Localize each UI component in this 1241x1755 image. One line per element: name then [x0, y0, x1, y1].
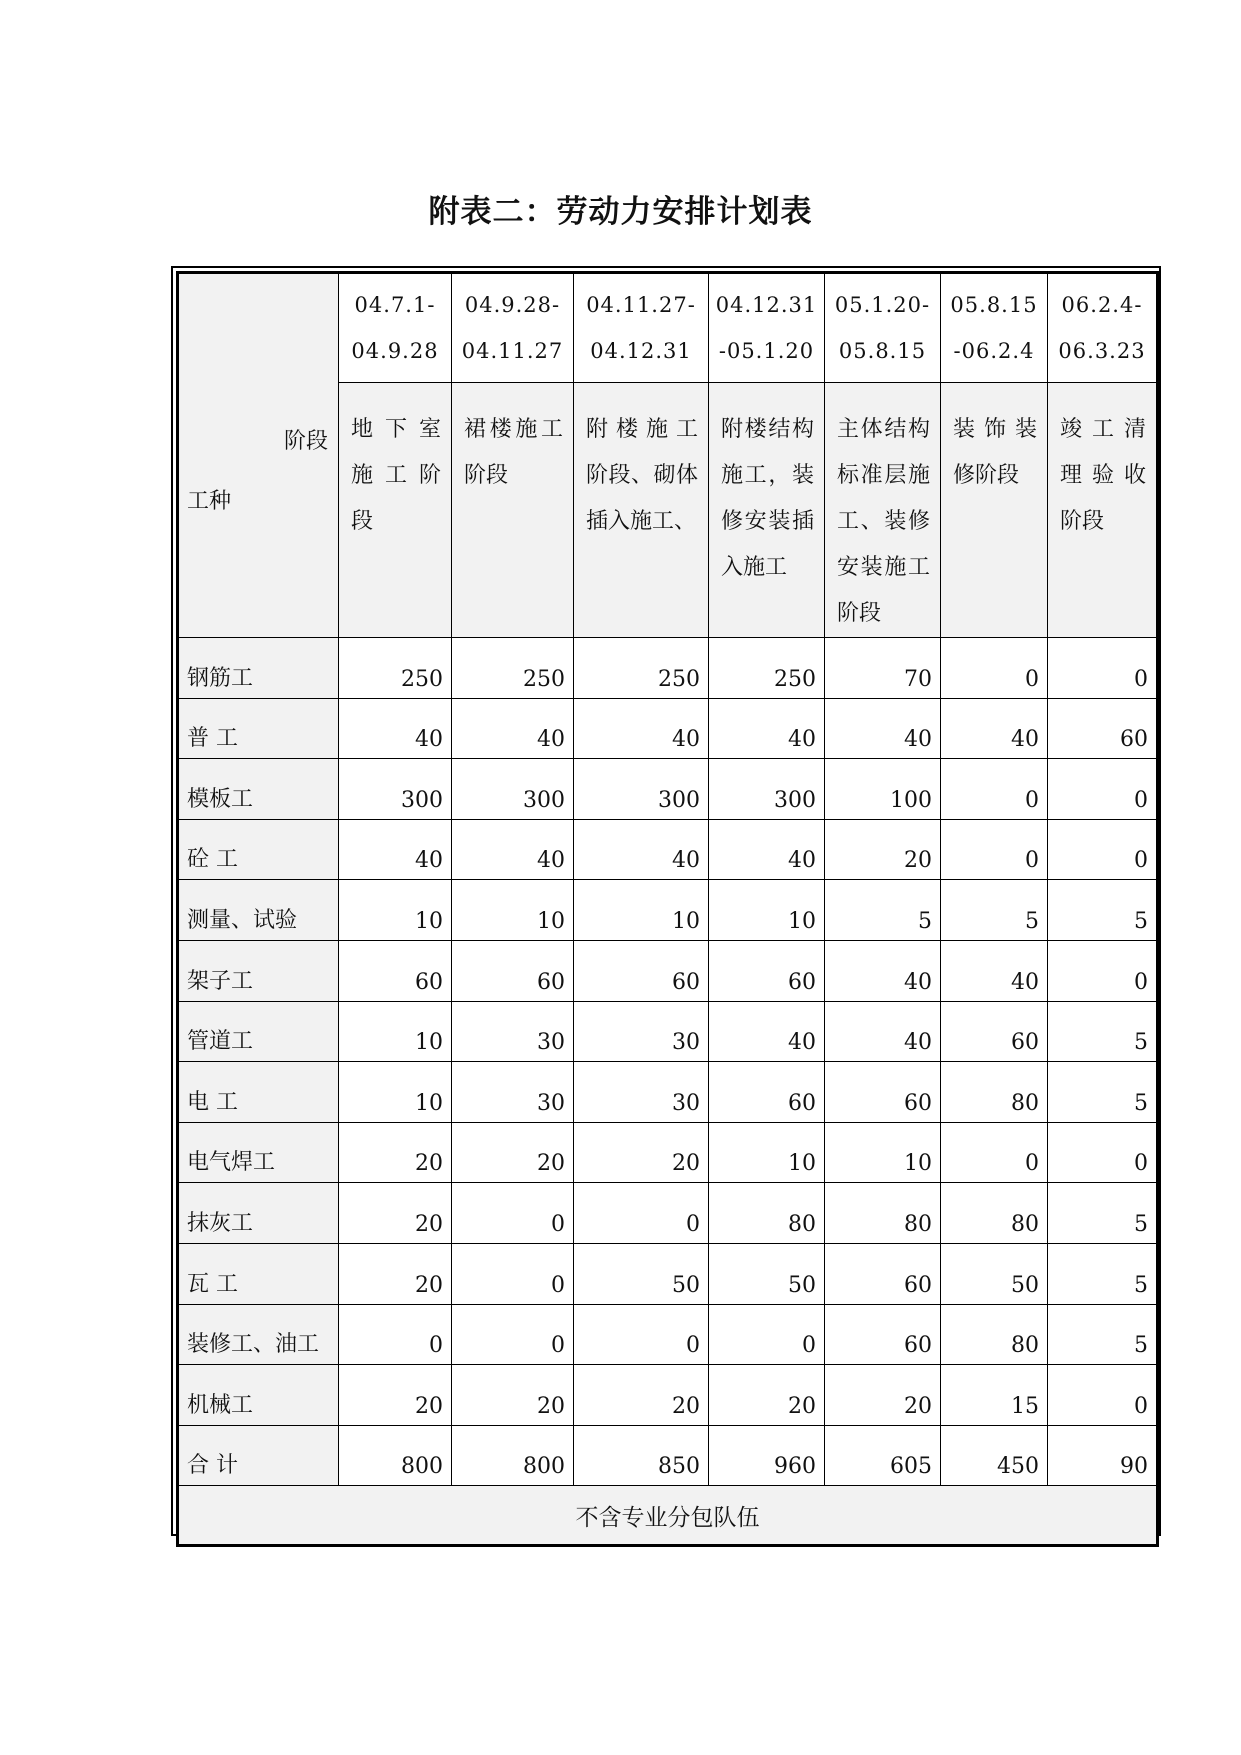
worker-count-cell: 0 [1048, 1365, 1158, 1426]
period-date-cell [1048, 273, 1158, 383]
page-title: 附表二：劳动力安排计划表 [428, 194, 813, 230]
worker-count-cell: 250 [574, 638, 709, 699]
worker-count-cell: 5 [941, 880, 1048, 941]
worker-count-cell: 70 [825, 638, 941, 699]
worker-count-cell: 10 [709, 1122, 825, 1183]
date-end: 04.9.28 [351, 339, 439, 363]
worker-count-cell: 40 [825, 698, 941, 759]
worker-count-cell: 40 [452, 698, 574, 759]
worker-count-cell: 800 [452, 1425, 574, 1486]
period-date-cell [339, 273, 452, 383]
worker-count-cell: 40 [825, 1001, 941, 1062]
table-row [178, 759, 1158, 820]
worker-count-cell: 20 [825, 1365, 941, 1426]
trade-name-cell: 管道工 [178, 1001, 339, 1062]
worker-count-cell: 20 [452, 1365, 574, 1426]
date-end: -06.2.4 [953, 339, 1035, 363]
worker-count-cell: 800 [339, 1425, 452, 1486]
worker-count-cell: 40 [339, 698, 452, 759]
period-date-cell [825, 273, 941, 383]
worker-count-cell: 60 [574, 940, 709, 1001]
table-row [178, 1001, 1158, 1062]
worker-count-cell: 60 [825, 1304, 941, 1365]
date-end: 05.8.15 [838, 339, 927, 363]
worker-count-cell: 20 [339, 1122, 452, 1183]
header-dates-row [178, 273, 1158, 383]
trade-name-cell: 合 计 [178, 1425, 339, 1486]
worker-count-cell: 0 [339, 1304, 452, 1365]
worker-count-cell: 0 [452, 1304, 574, 1365]
worker-count-cell: 300 [339, 759, 452, 820]
worker-count-cell: 10 [339, 880, 452, 941]
worker-count-cell: 20 [339, 1243, 452, 1304]
date-start: 05.8.15 [950, 293, 1038, 317]
trade-name-cell: 钢筋工 [178, 638, 339, 699]
worker-count-cell: 5 [1048, 880, 1158, 941]
trade-name-cell: 机械工 [178, 1365, 339, 1426]
worker-count-cell: 20 [339, 1365, 452, 1426]
worker-count-cell: 60 [709, 1062, 825, 1123]
worker-count-cell: 10 [339, 1001, 452, 1062]
date-start: 04.7.1- [354, 293, 436, 317]
worker-count-cell: 40 [709, 1001, 825, 1062]
worker-count-cell: 0 [1048, 759, 1158, 820]
trade-name-cell: 砼 工 [178, 819, 339, 880]
period-desc-cell: 裙楼施工阶段 [452, 383, 574, 638]
worker-count-cell: 40 [709, 698, 825, 759]
worker-count-cell: 60 [825, 1062, 941, 1123]
worker-count-cell: 30 [452, 1001, 574, 1062]
labor-plan-table [176, 271, 1159, 1547]
table-row [178, 1183, 1158, 1244]
trade-name-cell: 抹灰工 [178, 1183, 339, 1244]
worker-count-cell: 40 [941, 940, 1048, 1001]
period-date-cell [574, 273, 709, 383]
table-row [178, 880, 1158, 941]
worker-count-cell: 80 [941, 1183, 1048, 1244]
worker-count-cell: 5 [1048, 1304, 1158, 1365]
worker-count-cell: 100 [825, 759, 941, 820]
worker-count-cell: 0 [941, 819, 1048, 880]
table-row [178, 1425, 1158, 1486]
worker-count-cell: 60 [452, 940, 574, 1001]
trade-name-cell: 装修工、油工 [178, 1304, 339, 1365]
worker-count-cell: 0 [941, 638, 1048, 699]
worker-count-cell: 80 [709, 1183, 825, 1244]
period-date-cell [941, 273, 1048, 383]
worker-count-cell: 0 [1048, 940, 1158, 1001]
worker-count-cell: 5 [1048, 1183, 1158, 1244]
table-row [178, 638, 1158, 699]
worker-count-cell: 0 [941, 1122, 1048, 1183]
worker-count-cell: 0 [941, 759, 1048, 820]
table-row [178, 698, 1158, 759]
worker-count-cell: 90 [1048, 1425, 1158, 1486]
footer-note: 不含专业分包队伍 [178, 1486, 1158, 1546]
worker-count-cell: 0 [1048, 819, 1158, 880]
worker-count-cell: 960 [709, 1425, 825, 1486]
date-end: 04.11.27 [461, 339, 564, 363]
worker-count-cell: 40 [825, 940, 941, 1001]
worker-count-cell: 30 [452, 1062, 574, 1123]
trade-name-cell: 测量、试验 [178, 880, 339, 941]
trade-name-cell: 电气焊工 [178, 1122, 339, 1183]
worker-count-cell: 0 [574, 1183, 709, 1244]
worker-count-cell: 5 [1048, 1001, 1158, 1062]
period-desc-cell: 装 饰 装修阶段 [941, 383, 1048, 638]
period-date-cell [709, 273, 825, 383]
footer-row [178, 1486, 1158, 1546]
table-row [178, 1122, 1158, 1183]
worker-count-cell: 20 [574, 1365, 709, 1426]
worker-count-cell: 10 [825, 1122, 941, 1183]
worker-count-cell: 30 [574, 1001, 709, 1062]
worker-count-cell: 10 [339, 1062, 452, 1123]
stage-label: 阶段 [283, 429, 328, 454]
period-desc-cell: 地 下 室施 工 阶段 [339, 383, 452, 638]
date-start: 05.1.20- [834, 293, 931, 317]
table-row [178, 1365, 1158, 1426]
date-end: 04.12.31 [590, 339, 692, 363]
worker-count-cell: 10 [452, 880, 574, 941]
trade-name-cell: 瓦 工 [178, 1243, 339, 1304]
trade-name-cell: 模板工 [178, 759, 339, 820]
trade-name-cell: 普 工 [178, 698, 339, 759]
worker-count-cell: 300 [709, 759, 825, 820]
worker-count-cell: 20 [339, 1183, 452, 1244]
worker-count-cell: 15 [941, 1365, 1048, 1426]
worker-count-cell: 40 [452, 819, 574, 880]
worker-count-cell: 605 [825, 1425, 941, 1486]
worker-count-cell: 5 [1048, 1062, 1158, 1123]
corner-header-cell [178, 273, 339, 638]
worker-count-cell: 80 [941, 1062, 1048, 1123]
worker-count-cell: 0 [709, 1304, 825, 1365]
worker-count-cell: 60 [339, 940, 452, 1001]
worker-count-cell: 40 [339, 819, 452, 880]
date-start: 04.9.28- [464, 293, 561, 317]
worker-count-cell: 0 [1048, 638, 1158, 699]
date-start: 04.12.31 [715, 293, 818, 317]
trade-name-cell: 电 工 [178, 1062, 339, 1123]
worker-count-cell: 80 [825, 1183, 941, 1244]
period-date-cell [452, 273, 574, 383]
worker-count-cell: 0 [452, 1243, 574, 1304]
worker-count-cell: 20 [709, 1365, 825, 1426]
period-desc-cell: 竣 工 清理 验 收阶段 [1048, 383, 1158, 638]
worker-count-cell: 10 [709, 880, 825, 941]
worker-count-cell: 50 [709, 1243, 825, 1304]
trade-name-cell: 架子工 [178, 940, 339, 1001]
worker-count-cell: 5 [1048, 1243, 1158, 1304]
worker-count-cell: 40 [941, 698, 1048, 759]
worker-count-cell: 60 [1048, 698, 1158, 759]
worker-count-cell: 40 [574, 819, 709, 880]
worker-count-cell: 40 [709, 819, 825, 880]
period-desc-cell: 主体结构标准层施工、装修安装施工阶段 [825, 383, 941, 638]
worker-count-cell: 850 [574, 1425, 709, 1486]
worker-count-cell: 20 [825, 819, 941, 880]
worker-count-cell: 50 [941, 1243, 1048, 1304]
worker-count-cell: 250 [452, 638, 574, 699]
table-row [178, 1304, 1158, 1365]
worker-count-cell: 0 [452, 1183, 574, 1244]
worker-count-cell: 60 [941, 1001, 1048, 1062]
worker-count-cell: 250 [709, 638, 825, 699]
worker-count-cell: 0 [1048, 1122, 1158, 1183]
date-end: 06.3.23 [1058, 339, 1146, 363]
table-row [178, 1062, 1158, 1123]
worker-count-cell: 20 [574, 1122, 709, 1183]
worker-count-cell: 40 [574, 698, 709, 759]
worker-count-cell: 50 [574, 1243, 709, 1304]
labor-plan-table-frame [171, 266, 1161, 1536]
date-end: -05.1.20 [718, 339, 815, 363]
table-row [178, 819, 1158, 880]
table-row [178, 940, 1158, 1001]
worker-count-cell: 250 [339, 638, 452, 699]
worker-count-cell: 30 [574, 1062, 709, 1123]
worker-count-cell: 0 [574, 1304, 709, 1365]
worker-count-cell: 450 [941, 1425, 1048, 1486]
table-row [178, 1243, 1158, 1304]
trade-label: 工种 [187, 489, 232, 514]
period-desc-cell: 附楼结构施工，装修安装插入施工 [709, 383, 825, 638]
worker-count-cell: 60 [825, 1243, 941, 1304]
date-start: 06.2.4- [1061, 293, 1143, 317]
worker-count-cell: 60 [709, 940, 825, 1001]
worker-count-cell: 10 [574, 880, 709, 941]
worker-count-cell: 20 [452, 1122, 574, 1183]
date-start: 04.11.27- [586, 293, 696, 317]
worker-count-cell: 80 [941, 1304, 1048, 1365]
worker-count-cell: 5 [825, 880, 941, 941]
worker-count-cell: 300 [452, 759, 574, 820]
worker-count-cell: 300 [574, 759, 709, 820]
period-desc-cell: 附 楼 施 工阶段、砌体插入施工、 [574, 383, 709, 638]
